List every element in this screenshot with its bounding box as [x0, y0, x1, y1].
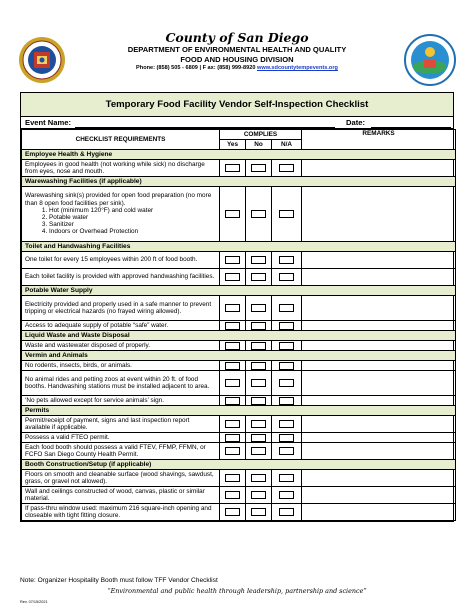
col-remarks-header: REMARKS: [302, 130, 456, 150]
complies-na-checkbox[interactable]: [279, 508, 294, 516]
complies-no-checkbox[interactable]: [251, 342, 266, 350]
complies-na-checkbox[interactable]: [279, 210, 294, 218]
event-row: [21, 117, 453, 129]
county-name: County of San Diego: [165, 30, 309, 45]
section-header-row: [22, 286, 456, 296]
complies-yes-cell: [220, 341, 246, 351]
complies-yes-checkbox[interactable]: [225, 210, 240, 218]
complies-yes-cell: [220, 371, 246, 396]
section-header-row: [22, 406, 456, 416]
division-name: FOOD AND HOUSING DIVISION: [180, 55, 294, 64]
complies-no-cell: [246, 187, 272, 242]
complies-na-cell: [272, 396, 302, 406]
complies-na-checkbox[interactable]: [279, 273, 294, 281]
requirement-cell: [22, 416, 220, 433]
event-name-label: Event Name:: [25, 118, 72, 127]
complies-yes-checkbox[interactable]: [225, 342, 240, 350]
section-header-row: [22, 351, 456, 361]
remarks-cell[interactable]: [302, 443, 456, 460]
requirement-cell: [22, 341, 220, 351]
complies-no-cell: [246, 160, 272, 177]
complies-yes-cell: [220, 160, 246, 177]
requirement-text: Waste and wastewater disposed of properly.: [25, 341, 151, 349]
complies-na-cell: [272, 296, 302, 321]
checklist-item-row: [22, 296, 456, 321]
remarks-cell[interactable]: [302, 187, 456, 242]
complies-no-checkbox[interactable]: [251, 273, 266, 281]
complies-na-cell: [272, 341, 302, 351]
section-title: Toilet and Handwashing Facilities: [22, 242, 456, 252]
section-title: Permits: [22, 406, 456, 416]
complies-na-checkbox[interactable]: [279, 447, 294, 455]
requirement-text: Access to adequate supply of potable “safe” water.: [25, 321, 169, 329]
requirement-text: Permit/receipt of payment, signs and last inspection report available if applicable.: [25, 416, 190, 431]
requirement-cell: [22, 321, 220, 331]
complies-na-cell: [272, 504, 302, 521]
deh-seal-icon: [404, 34, 456, 86]
complies-no-checkbox[interactable]: [251, 362, 266, 370]
checklist-item-row: [22, 321, 456, 331]
complies-na-checkbox[interactable]: [279, 420, 294, 428]
complies-yes-checkbox[interactable]: [225, 273, 240, 281]
requirement-cell: [22, 296, 220, 321]
checklist-item-row: [22, 396, 456, 406]
checklist-table: [21, 129, 456, 521]
checklist-item-row: [22, 252, 456, 269]
complies-yes-checkbox[interactable]: [225, 508, 240, 516]
sublist-item: 3. Sanitizer: [49, 221, 216, 228]
requirement-cell: [22, 470, 220, 487]
website-link[interactable]: www.sdcountytempevents.org: [257, 65, 338, 71]
remarks-cell[interactable]: [302, 269, 456, 286]
complies-no-cell: [246, 396, 272, 406]
complies-no-cell: [246, 504, 272, 521]
complies-yes-cell: [220, 416, 246, 433]
requirement-text: Warewashing sink(s) provided for open food preparation (no more than 8 open food facilities per sink).: [25, 192, 212, 207]
requirement-text: ‘No pets allowed except for service animals’ sign.: [25, 396, 164, 404]
complies-na-checkbox[interactable]: [279, 342, 294, 350]
remarks-cell[interactable]: [302, 296, 456, 321]
col-complies-header: COMPLIES: [220, 130, 302, 140]
complies-yes-cell: [220, 296, 246, 321]
complies-yes-checkbox[interactable]: [225, 491, 240, 499]
remarks-cell[interactable]: [302, 371, 456, 396]
complies-no-cell: [246, 443, 272, 460]
requirement-text: Each food booth should possess a valid FTEV, FFMP, FFMN, or FCFO San Diego County Health Permit.: [25, 443, 206, 458]
sublist-item: 4. Indoors or Overhead Protection: [49, 228, 216, 235]
complies-no-cell: [246, 433, 272, 443]
complies-yes-checkbox[interactable]: [225, 447, 240, 455]
remarks-cell[interactable]: [302, 504, 456, 521]
requirement-text: Employees in good health (not working while sick) no discharge from eyes, nose and mouth.: [25, 160, 205, 175]
complies-yes-checkbox[interactable]: [225, 397, 240, 405]
remarks-cell[interactable]: [302, 416, 456, 433]
col-no-header: No: [246, 140, 272, 150]
complies-no-checkbox[interactable]: [251, 164, 266, 172]
header-row-1: [22, 130, 456, 140]
complies-no-cell: [246, 361, 272, 371]
complies-no-checkbox[interactable]: [251, 508, 266, 516]
requirement-cell: [22, 187, 220, 242]
complies-no-checkbox[interactable]: [251, 379, 266, 387]
requirement-cell: [22, 160, 220, 177]
complies-no-cell: [246, 296, 272, 321]
checklist-item-row: [22, 361, 456, 371]
requirement-cell: [22, 396, 220, 406]
col-requirements-header: CHECKLIST REQUIREMENTS: [22, 130, 220, 150]
complies-no-cell: [246, 371, 272, 396]
requirement-text: One toilet for every 15 employees within 200 ft of food booth.: [25, 256, 198, 264]
complies-no-cell: [246, 269, 272, 286]
checklist-item-row: [22, 269, 456, 286]
complies-yes-cell: [220, 396, 246, 406]
complies-no-checkbox[interactable]: [251, 420, 266, 428]
complies-no-checkbox[interactable]: [251, 304, 266, 312]
section-title: Vermin and Animals: [22, 351, 456, 361]
checklist-item-row: [22, 443, 456, 460]
complies-no-checkbox[interactable]: [251, 474, 266, 482]
section-title: Warewashing Facilities (if applicable): [22, 177, 456, 187]
complies-na-cell: [272, 416, 302, 433]
complies-no-checkbox[interactable]: [251, 210, 266, 218]
complies-no-checkbox[interactable]: [251, 447, 266, 455]
complies-na-checkbox[interactable]: [279, 322, 294, 330]
col-yes-header: Yes: [220, 140, 246, 150]
complies-no-checkbox[interactable]: [251, 256, 266, 264]
requirement-cell: [22, 433, 220, 443]
remarks-cell[interactable]: [302, 252, 456, 269]
complies-na-checkbox[interactable]: [279, 397, 294, 405]
section-header-row: [22, 150, 456, 160]
section-header-row: [22, 177, 456, 187]
complies-yes-cell: [220, 433, 246, 443]
requirement-cell: [22, 252, 220, 269]
footer-note: Note: Organizer Hospitality Booth must follow TFF Vendor Checklist: [20, 577, 218, 584]
section-title: Potable Water Supply: [22, 286, 456, 296]
section-title: Booth Construction/Setup (if applicable): [22, 460, 456, 470]
complies-yes-checkbox[interactable]: [225, 434, 240, 442]
complies-no-cell: [246, 470, 272, 487]
complies-yes-checkbox[interactable]: [225, 304, 240, 312]
checklist-form: [20, 92, 454, 522]
complies-na-cell: [272, 160, 302, 177]
remarks-cell[interactable]: [302, 341, 456, 351]
complies-yes-cell: [220, 269, 246, 286]
letterhead: [0, 0, 474, 90]
event-name-field[interactable]: [75, 127, 335, 128]
requirement-text: No rodents, insects, birds, or animals.: [25, 361, 132, 369]
requirement-cell: [22, 487, 220, 504]
requirement-cell: [22, 269, 220, 286]
remarks-cell[interactable]: [302, 396, 456, 406]
date-label: Date:: [346, 118, 365, 127]
footer-slogan: “Environmental and public health through leadership, partnership and science”: [107, 587, 367, 595]
remarks-cell[interactable]: [302, 361, 456, 371]
complies-no-checkbox[interactable]: [251, 397, 266, 405]
complies-yes-cell: [220, 361, 246, 371]
requirement-text: Floors on smooth and cleanable surface (wood shavings, sawdust, grass, or gravel not allowed).: [25, 470, 214, 485]
remarks-cell[interactable]: [302, 160, 456, 177]
complies-yes-cell: [220, 187, 246, 242]
remarks-cell[interactable]: [302, 487, 456, 504]
checklist-item-row: [22, 160, 456, 177]
complies-yes-checkbox[interactable]: [225, 420, 240, 428]
remarks-cell[interactable]: [302, 470, 456, 487]
requirement-text: No animal rides and petting zoos at event within 20 ft. of food booths. Handwashing stations must be installed adjacent to area.: [25, 375, 210, 390]
section-header-row: [22, 460, 456, 470]
complies-yes-checkbox[interactable]: [225, 164, 240, 172]
complies-na-checkbox[interactable]: [279, 256, 294, 264]
section-header-row: [22, 242, 456, 252]
complies-yes-cell: [220, 470, 246, 487]
complies-yes-checkbox[interactable]: [225, 379, 240, 387]
requirement-text: Possess a valid FTEO permit.: [25, 433, 110, 441]
remarks-cell[interactable]: [302, 433, 456, 443]
complies-na-cell: [272, 470, 302, 487]
complies-no-cell: [246, 487, 272, 504]
col-na-header: N/A: [272, 140, 302, 150]
complies-na-cell: [272, 321, 302, 331]
requirement-cell: [22, 371, 220, 396]
complies-na-cell: [272, 371, 302, 396]
section-title: Liquid Waste and Waste Disposal: [22, 331, 456, 341]
checklist-item-row: [22, 341, 456, 351]
complies-yes-cell: [220, 321, 246, 331]
requirement-text: If pass-thru window used: maximum 216 square-inch opening and closeable with tight fitting closure.: [25, 504, 212, 519]
complies-na-cell: [272, 443, 302, 460]
remarks-cell[interactable]: [302, 321, 456, 331]
complies-na-cell: [272, 361, 302, 371]
complies-yes-checkbox[interactable]: [225, 474, 240, 482]
department-name: DEPARTMENT OF ENVIRONMENTAL HEALTH AND QUALITY: [127, 45, 347, 54]
complies-na-cell: [272, 269, 302, 286]
checklist-item-row: [22, 416, 456, 433]
complies-yes-cell: [220, 487, 246, 504]
sublist-item: 2. Potable water: [49, 214, 216, 221]
date-field[interactable]: [371, 127, 451, 128]
requirement-cell: [22, 443, 220, 460]
complies-na-cell: [272, 487, 302, 504]
requirement-cell: [22, 504, 220, 521]
complies-no-cell: [246, 321, 272, 331]
section-header-row: [22, 331, 456, 341]
complies-yes-cell: [220, 504, 246, 521]
checklist-item-row: [22, 487, 456, 504]
checklist-item-row: [22, 187, 456, 242]
checklist-item-row: [22, 470, 456, 487]
complies-na-cell: [272, 433, 302, 443]
sublist-item: 1. Hot (minimum 120°F) and cold water: [49, 207, 216, 214]
complies-na-checkbox[interactable]: [279, 379, 294, 387]
complies-yes-checkbox[interactable]: [225, 322, 240, 330]
requirement-text: Each toilet facility is provided with approved handwashing facilities.: [25, 273, 215, 281]
complies-na-cell: [272, 187, 302, 242]
contact-phone-fax: Phone: (858) 505 - 6809 | F ax: (858) 999-8920: [136, 65, 258, 71]
form-title: Temporary Food Facility Vendor Self-Inspection Checklist: [21, 93, 453, 117]
complies-na-checkbox[interactable]: [279, 434, 294, 442]
complies-na-cell: [272, 252, 302, 269]
complies-yes-cell: [220, 443, 246, 460]
revision-date: Rev. 07/15/2021: [20, 600, 48, 604]
complies-no-cell: [246, 341, 272, 351]
requirement-sublist: [25, 207, 216, 236]
complies-no-checkbox[interactable]: [251, 491, 266, 499]
checklist-item-row: [22, 371, 456, 396]
checklist-item-row: [22, 433, 456, 443]
requirement-text: Wall and ceilings constructed of wood, canvas, plastic or similar material.: [25, 487, 205, 502]
contact-line: [0, 65, 474, 71]
complies-na-checkbox[interactable]: [279, 362, 294, 370]
complies-yes-checkbox[interactable]: [225, 256, 240, 264]
complies-na-checkbox[interactable]: [279, 164, 294, 172]
checklist-item-row: [22, 504, 456, 521]
complies-no-checkbox[interactable]: [251, 434, 266, 442]
complies-yes-cell: [220, 252, 246, 269]
complies-no-checkbox[interactable]: [251, 322, 266, 330]
complies-na-checkbox[interactable]: [279, 304, 294, 312]
complies-na-checkbox[interactable]: [279, 474, 294, 482]
section-title: Employee Health & Hygiene: [22, 150, 456, 160]
requirement-cell: [22, 361, 220, 371]
complies-no-cell: [246, 252, 272, 269]
complies-na-checkbox[interactable]: [279, 491, 294, 499]
complies-no-cell: [246, 416, 272, 433]
complies-yes-checkbox[interactable]: [225, 362, 240, 370]
requirement-text: Electricity provided and properly used in a safe manner to prevent tripping or electrical hazards (no frayed wiring allowed).: [25, 300, 212, 315]
